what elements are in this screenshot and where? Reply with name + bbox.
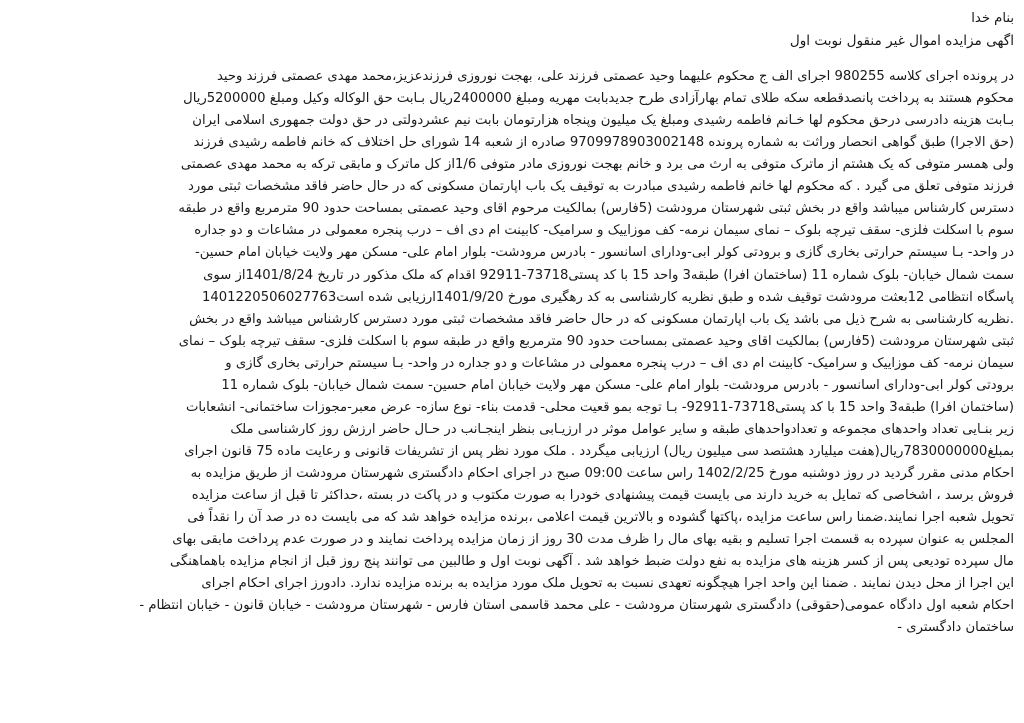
body-line: ولی همسر متوفی که یک هشتم از ماترک متوفی به ارث می برد و خانم بهجت نوروزی مادر متوفی 1/6از کل ماترک و مابقی ترکه به محمد مهدی عصمتی bbox=[180, 157, 1014, 173]
body-line: در پرونده اجرای کلاسه 980255 اجرای الف ج محکوم علیهما وحید عصمتی فرزند علی، بهجت نوروزی فرزندعزیز،محمد مهدی عصمتی فرزند وحید bbox=[216, 69, 1014, 85]
body-line: برودتی کولر ابی-ودارای اسانسور - بادرس مرودشت- بلوار امام علی- مسکن مهر ولایت خیابان امام حسین- سمت شمال خیابان- بلوک شماره 11 bbox=[221, 377, 1014, 393]
body-line: سیمان نرمه- کف موزاییک و سرامیک- کابینت ام دی اف – درب پنجره معمولی در مشاعات و دو جداره در واحد- بـا سیستم حرارتی بخاری گازی و bbox=[225, 355, 1014, 371]
body-line: احکام شعبه اول دادگاه عمومی(حقوقی) دادگستری شهرستان مرودشت - علی محمد قاسمی استان فارس - شهرستان مرودشت - خیابان قانون - خیابان انتظام - bbox=[139, 598, 1014, 614]
bismillah-heading: بنام خدا bbox=[971, 11, 1014, 26]
body-line: فرزند متوفی تعلق می گیرد . که محکوم لها خانم فاطمه رشیدی مبادرت به توقیف یک باب اپارتمان مسکونی که در حال حاضر فاقد مشخصات ثبتی مورد bbox=[187, 179, 1014, 195]
body-line: احکام مدنی مقرر گردید در روز دوشنبه مورخ 1402/2/25 راس ساعت 09:00 صبح در اجرای احکام دادگستری شهرستان مرودشت از طریق مزایده به bbox=[190, 465, 1014, 481]
body-line: پاسگاه انتظامی 12بعثت مرودشت توقیف شده و طبق نظریه کارشناسی به کد رهگیری 140122050602776‪3مورخ 1401/9/20ارزیابی شده است bbox=[201, 289, 1014, 305]
body-line: ساختمان دادگستری - bbox=[897, 620, 1014, 636]
body-line: (ساختمان افرا) طبقه3 واحد 15 با کد پستی73718-92911- بـا توجه بمو قعیت محلی- قدمت بناء- نوع سازه- عرض معبر-مجوزات ساختمانی- انشعابات bbox=[186, 399, 1014, 415]
body-line: زیر بنـایی تعداد واحدهای مجموعه و تعدادواحدهای طبقه و سایر عوامل موثر در ارزیـابی بنظر اینجـانب در حـال حاضر ارزش روز کارشناسی ملک bbox=[230, 421, 1014, 437]
body-line: در واحد- بـا سیستم حرارتی بخاری گازی و برودتی کولر ابی-ودارای اسانسور - بادرس مرودشت- بلوار امام علی- مسکن مهر ولایت خیابان امام حسین- bbox=[194, 245, 1014, 261]
body-line: المجلس به عنوان سپرده به قسمت اجرا تسلیم و بقیه بهای مال را ظرف مدت 30 روز از زمان مزایده پرداخت نمایند و در صورت عدم پرداخت مابقی بهای bbox=[172, 532, 1014, 548]
body-line: سوم با اسکلت فلزی- سقف تیرچه بلوک – نمای سیمان نرمه- کف موزاییک و سرامیک- کابینت ام دی اف – درب پنجره معمولی در مشاعات و دو جداره bbox=[194, 223, 1014, 239]
heading-spacer bbox=[10, 52, 1014, 66]
body-line: سمت شمال خیابان- بلوک شماره 11 (ساختمان افرا) طبقه3 واحد 15 با کد پستی73718-92911 اقدام که ملک مذکور در تاریخ 1401/8/24از سوی bbox=[203, 267, 1014, 283]
body-line: بـابت هزینه دادرسی درحق محکوم لها خـانم فاطمه رشیدی ومبلغ یک میلیون وپنجاه هزارتومان بابت نیم عشردولتی در حق دولت جمهوری اسلامی ایران bbox=[192, 113, 1014, 129]
body-line: ثبتی شهرستان مرودشت (5فارس) بمالکیت اقای وحید عصمتی بمساحت حدود 90 مترمربع واقع در طبقه سوم با اسکلت فلزی- سقف تیرچه بلوک – نمای bbox=[178, 333, 1014, 349]
body-line: تحویل شعبه اجرا نمایند.ضمنا راس ساعت مزایده ،پاکتها گشوده و بالاترین قیمت اعلامی ،برنده مزایده خواهد شد که می بایست ده در صد آن را نقداً فی bbox=[187, 510, 1014, 526]
notice-body bbox=[10, 66, 1014, 639]
body-line: این اجرا از محل دیدن نمایند . ضمنا این واحد اجرا هیچگونه تعهدی نسبت به تحویل ملک مورد مزایده به برنده مزایده ندارد. دادورز اجرای احکام اجرای bbox=[201, 576, 1014, 592]
body-line: فروش برسد ، اشخاصی که تمایل به خرید دارند می بایست قیمت پیشنهادی خودرا به صورت مکتوب و در پاکت در بسته ،حداکثر تا قبل از ساعت مزایده bbox=[191, 487, 1014, 503]
body-line: بمبلغ7830000000ریال(هفت میلیارد هشتصد سی میلیون ریال) ارزیابی میگردد . ملک مورد نظر پس از تشریفات قانونی و رعایت ماده 75 قانون اجرای bbox=[184, 443, 1014, 459]
body-line: مال سپرده تودیعی پس از کسر هزینه های مزایده به نفع دولت ضبط خواهد شد . آگهی نوبت اول و طالبین می توانند پنج روز قبل از انجام مزایده باهماهنگی bbox=[170, 554, 1014, 570]
body-line: محکوم هستند به پرداخت پانصدقطعه سکه طلای تمام بهارآزادی طرح جدیدبابت مهریه ومبلغ 2400000ریال بـابت حق الوکاله وکیل ومبلغ 5200000ریال bbox=[183, 91, 1014, 107]
body-line: .نظریه کارشناسی به شرح ذیل می باشد یک باب اپارتمان مسکونی که در حال حاضر فاقد مشخصات ثبتی مورد دسترس کارشناس میباشد واقع در بخش bbox=[189, 311, 1014, 327]
body-line: دسترس کارشناس میباشد واقع در بخش ثبتی شهرستان مرودشت (5فارس) بمالکیت مرحوم اقای وحید عصمتی بمساحت حدود 90 مترمربع واقع در طبقه bbox=[178, 201, 1014, 217]
body-line: (حق الاجرا) طبق گواهی انحصار وراثت به شماره پرونده 9709978903002148 صادره از شعبه 14 شورای حل اختلاف که خانم فاطمه رشیدی فرزند bbox=[193, 135, 1014, 151]
notice-title: اگهی مزایده اموال غیر منقول نوبت اول bbox=[789, 33, 1014, 50]
